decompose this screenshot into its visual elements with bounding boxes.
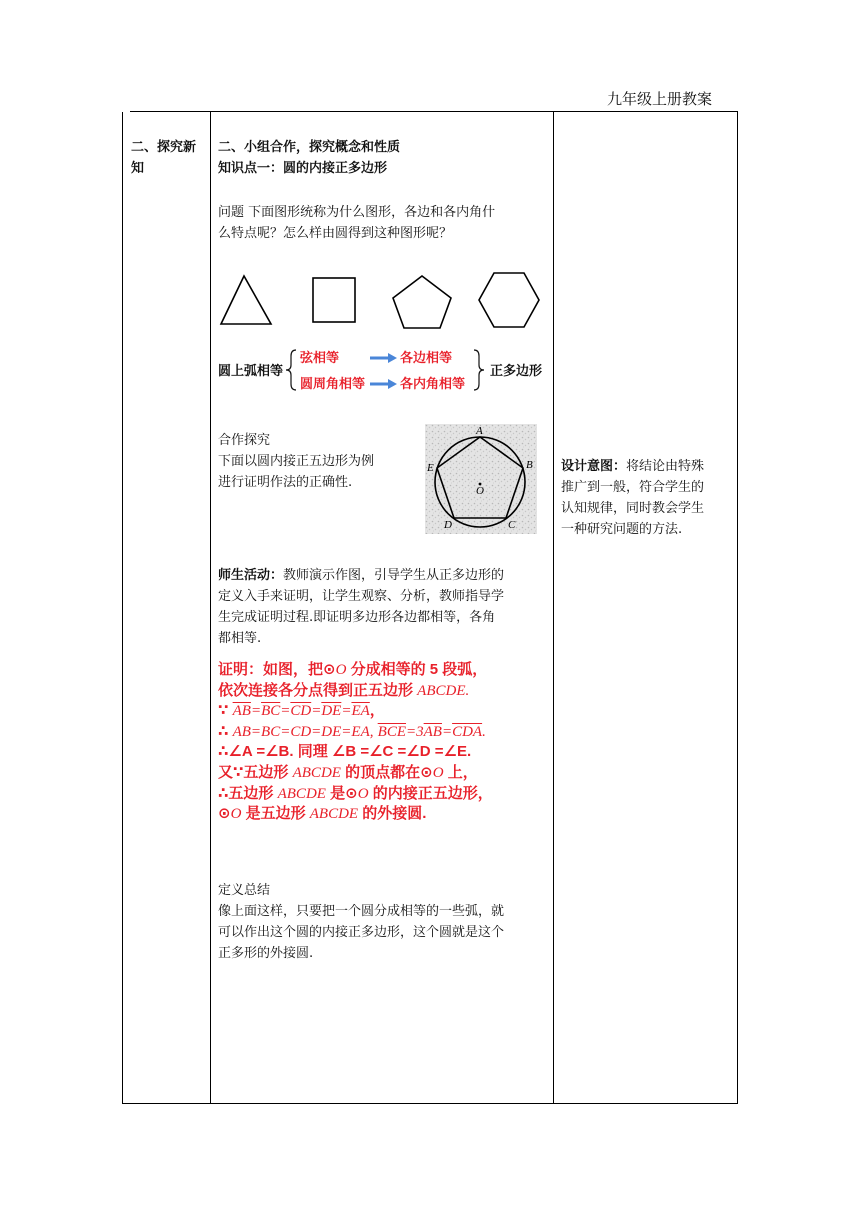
question-line2: 么特点呢？怎么样由圆得到这种图形呢？ <box>218 226 453 241</box>
pentagon-shape <box>393 276 451 328</box>
activity-line4: 都相等. <box>218 631 262 646</box>
diagram-bot-a: 圆周角相等 <box>300 376 366 391</box>
vertex-label-a: A <box>476 425 483 437</box>
section-title: 二、小组合作，探究概念和性质 <box>218 140 401 155</box>
cooperation-text <box>218 430 428 493</box>
proof-line-2: 依次连接各分点得到正五边形 ABCDE. <box>218 681 470 699</box>
coop-line2: 进行证明作法的正确性. <box>218 475 353 490</box>
design-intent <box>561 456 733 540</box>
stage-label-line2: 知 <box>131 161 145 176</box>
diagram-left-label: 圆上弧相等 <box>218 363 284 378</box>
triangle-shape <box>221 276 271 324</box>
inscribed-pentagon-figure <box>425 424 537 534</box>
coop-title: 合作探究 <box>218 433 271 448</box>
proof-line-1: 证明：如图，把⊙O 分成相等的 5 段弧， <box>218 661 488 678</box>
proof-line-6: 又∵五边形 ABCDE 的顶点都在⊙O 上， <box>218 763 478 781</box>
diagram-bot-b: 各内角相等 <box>400 376 466 391</box>
question-text <box>218 202 548 244</box>
activity-line1: 教师演示作图，引导学生从正多边形的 <box>283 568 505 583</box>
definition-summary <box>218 880 550 964</box>
proof-block <box>218 660 548 825</box>
arrow-icon <box>370 353 397 363</box>
summary-line2: 可以作出这个圆的内接正多边形，这个圆就是这个 <box>218 925 505 940</box>
design-line1: 将结论由特殊 <box>626 459 705 474</box>
center-label-o: O <box>476 485 484 497</box>
right-brace <box>474 350 484 390</box>
arrow-icon <box>370 379 397 389</box>
page-header-title: 九年级上册教案 <box>607 90 713 108</box>
teacher-student-activity <box>218 565 550 649</box>
proof-line-8: ⊙O 是五边形 ABCDE 的外接圆. <box>218 805 427 823</box>
regular-polygons-figure <box>218 268 546 336</box>
stage-label <box>131 137 211 179</box>
stage-label-line1: 二、探究新 <box>131 140 197 155</box>
diagram-top-a: 弦相等 <box>300 350 340 365</box>
activity-line3: 生完成证明过程.即证明多边形各边都相等，各角 <box>218 610 496 625</box>
left-brace <box>286 350 296 390</box>
design-line3: 认知规律，同时教会学生 <box>561 501 705 516</box>
design-line2: 推广到一般，符合学生的 <box>561 480 705 495</box>
proof-line-5: ∴∠A =∠B. 同理 ∠B =∠C =∠D =∠E. <box>218 743 472 761</box>
question-line1: 问题 下面图形统称为什么图形，各边和各内角什 <box>218 205 496 220</box>
concept-diagram <box>216 344 546 396</box>
proof-line-7: ∴五边形 ABCDE 是⊙O 的内接正五边形， <box>218 784 493 802</box>
activity-line2: 定义入手来证明，让学生观察、分析，教师指导学 <box>218 589 505 604</box>
activity-label: 师生活动： <box>218 568 284 583</box>
vertex-label-b: B <box>526 459 533 471</box>
column-divider-1 <box>210 112 211 1103</box>
summary-line3: 正多形的外接圆. <box>218 946 314 961</box>
design-line4: 一种研究问题的方法. <box>561 522 683 537</box>
diagram-top-b: 各边相等 <box>400 350 453 365</box>
proof-line-4: ∴ AB=BC=CD=DE=EA, $\overline{BCE}=3\overline{AB}=\overline{CDA}$. <box>218 722 486 740</box>
square-shape <box>313 278 355 322</box>
vertex-label-e: E <box>427 462 434 474</box>
summary-title: 定义总结 <box>218 883 271 898</box>
knowledge-point-title: 知识点一：圆的内接正多边形 <box>218 161 388 176</box>
vertex-label-c: C <box>508 519 516 531</box>
diagram-right-label: 正多边形 <box>490 363 543 378</box>
column-divider-2 <box>553 112 554 1103</box>
vertex-label-d: D <box>444 519 452 531</box>
summary-line1: 像上面这样，只要把一个圆分成相等的一些弧，就 <box>218 904 505 919</box>
proof-line-3: ∵ $\overline{AB}=\overline{BC}=\overline{CD}=\overline{DE}=\overline{EA}$， <box>218 702 385 720</box>
design-label: 设计意图： <box>561 459 627 474</box>
hexagon-shape <box>479 273 539 327</box>
coop-line1: 下面以圆内接正五边形为例 <box>218 454 375 469</box>
